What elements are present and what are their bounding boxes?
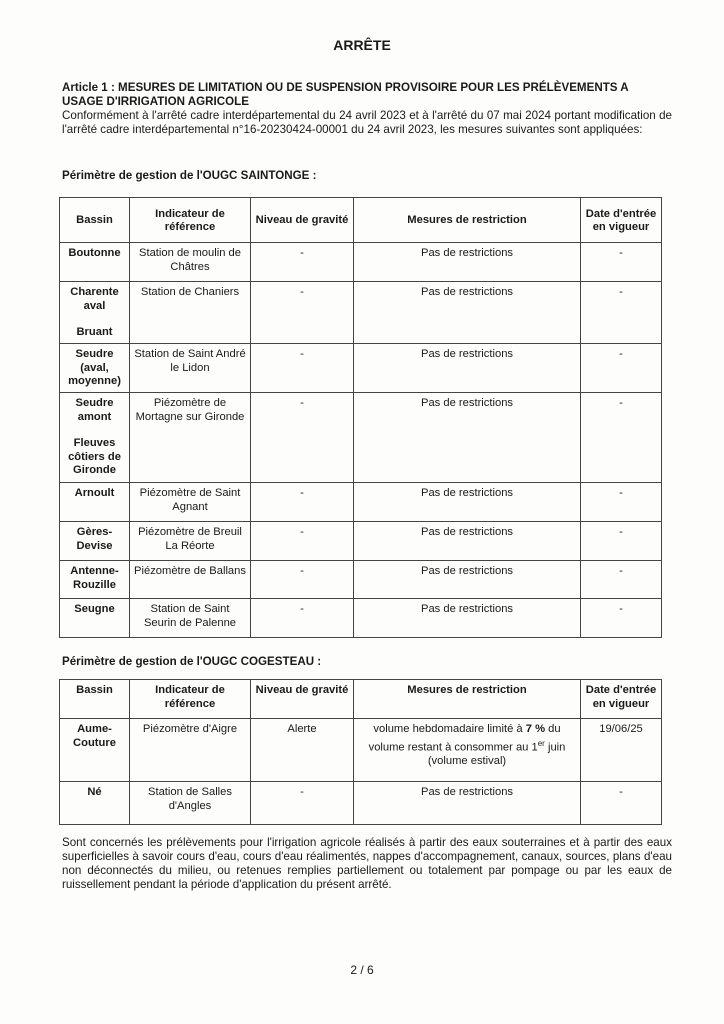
cell-date: - (581, 243, 662, 282)
cell-mesures: Pas de restrictions (354, 344, 581, 393)
cell-niveau: - (251, 522, 354, 561)
table-row (60, 599, 662, 638)
cell-niveau: - (251, 561, 354, 599)
table-row (60, 719, 662, 782)
cell-date: - (581, 561, 662, 599)
perimeter-saintonge-label: Périmètre de gestion de l'OUGC SAINTONGE : (62, 169, 317, 182)
cell-mesures: Pas de restrictions (354, 483, 581, 522)
cell-date: - (581, 282, 662, 344)
cell-niveau: - (251, 483, 354, 522)
scope-paragraph: Sont concernés les prélèvements pour l'irrigation agricole réalisés à partir des eaux souterraines et à partir des eaux superficielles à savoir cours d'eau, cours d'eau réalimentés, nappes d'accompagnement, canaux, sources, plans d'eau non déconnectés du milieu, ou retenues remplies partiellement ou totalement par pompage ou par les eaux de ruissellement pendant la période d'application du présent arrêté. (62, 836, 672, 891)
table-row (60, 282, 662, 344)
bassin-name: Antenne-Rouzille (70, 565, 119, 591)
cell-niveau: - (251, 599, 354, 638)
cell-indicateur: Piézomètre d'Aigre (130, 719, 251, 782)
cell-indicateur: Station de Chaniers (130, 282, 251, 344)
cell-indicateur: Station de Salles d'Angles (130, 782, 251, 825)
cell-mesures: Pas de restrictions (354, 599, 581, 638)
header-date: Date d'entrée en vigueur (581, 680, 662, 719)
cell-mesures: Pas de restrictions (354, 782, 581, 825)
cell-indicateur: Station de moulin de Châtres (130, 243, 251, 282)
cell-mesures: Pas de restrictions (354, 561, 581, 599)
page-number: 2 / 6 (350, 963, 374, 977)
header-bassin: Bassin (60, 198, 130, 243)
article-heading: Article 1 : MESURES DE LIMITATION OU DE SUSPENSION PROVISOIRE POUR LES PRÉLÈVEMENTS A USAGE D'IRRIGATION AGRICOLE (62, 81, 629, 108)
table-row (60, 782, 662, 825)
cell-date: - (581, 393, 662, 483)
mesures-text-middle: du volume restant à consommer au 1 (368, 723, 561, 754)
table-header-row (60, 198, 662, 243)
cell-niveau: - (251, 282, 354, 344)
cell-bassin (60, 282, 130, 344)
table-row (60, 561, 662, 599)
table-row (60, 393, 662, 483)
header-niveau: Niveau de gravité (251, 680, 354, 719)
cell-date: - (581, 483, 662, 522)
cell-bassin: Né (60, 782, 130, 825)
header-bassin: Bassin (60, 680, 130, 719)
article-body: Conformément à l'arrêté cadre interdépartemental du 24 avril 2023 et à l'arrêté du 07 mai 2024 portant modification de l'arrêté cadre interdépartemental n°16-20230424-00001 du 24 avril 2023, les mesures suivantes sont appliquées: (62, 109, 672, 136)
table-row (60, 243, 662, 282)
cell-niveau: Alerte (251, 719, 354, 782)
bassin-name-secondary: Fleuves côtiers de Gironde (68, 437, 121, 476)
cell-bassin (60, 561, 130, 599)
header-indicateur: Indicateur de référence (130, 680, 251, 719)
cell-niveau: - (251, 243, 354, 282)
bassin-name: Seudre (aval, moyenne) (68, 348, 121, 387)
mesures-percentage: 7 % (525, 723, 546, 735)
cell-bassin (60, 522, 130, 561)
table-header-row (60, 680, 662, 719)
header-indicateur: Indicateur de référence (130, 198, 251, 243)
cell-date: 19/06/25 (581, 719, 662, 782)
cell-niveau: - (251, 393, 354, 483)
cell-indicateur: Piézomètre de Saint Agnant (130, 483, 251, 522)
cell-indicateur: Piézomètre de Ballans (130, 561, 251, 599)
table-row (60, 522, 662, 561)
header-mesures: Mesures de restriction (354, 680, 581, 719)
header-date: Date d'entrée en vigueur (581, 198, 662, 243)
bassin-name: Gères-Devise (76, 526, 113, 552)
cell-date: - (581, 344, 662, 393)
bassin-name: Seudre amont (75, 397, 114, 423)
bassin-name: Arnoult (74, 487, 115, 499)
mesures-superscript: er (537, 738, 545, 748)
cell-mesures: Pas de restrictions (354, 282, 581, 344)
cell-indicateur: Station de Saint Seurin de Palenne (130, 599, 251, 638)
cell-bassin (60, 393, 130, 483)
cell-bassin (60, 483, 130, 522)
cell-date: - (581, 522, 662, 561)
cell-mesures (354, 719, 581, 782)
header-niveau: Niveau de gravité (251, 198, 354, 243)
cell-date: - (581, 599, 662, 638)
cell-indicateur: Piézomètre de Breuil La Réorte (130, 522, 251, 561)
cell-niveau: - (251, 782, 354, 825)
perimeter-cogesteau-label: Périmètre de gestion de l'OUGC COGESTEAU : (62, 655, 322, 668)
bassin-name: Boutonne (68, 247, 121, 259)
cell-bassin (60, 243, 130, 282)
bassin-name-secondary: Bruant (76, 326, 113, 338)
table-row (60, 483, 662, 522)
cell-mesures: Pas de restrictions (354, 243, 581, 282)
cell-indicateur: Station de Saint André le Lidon (130, 344, 251, 393)
bassin-name: Charente aval (70, 286, 119, 312)
cell-mesures: Pas de restrictions (354, 522, 581, 561)
table-row (60, 344, 662, 393)
cell-bassin: Aume-Couture (60, 719, 130, 782)
cell-niveau: - (251, 344, 354, 393)
cell-bassin (60, 599, 130, 638)
mesures-text-start: volume hebdomadaire limité à (373, 723, 526, 735)
page-title: ARRÊTE (333, 37, 391, 53)
cogesteau-table (59, 679, 662, 825)
mesures-text-end: juin (volume estival) (427, 741, 566, 767)
cell-indicateur: Piézomètre de Mortagne sur Gironde (130, 393, 251, 483)
cell-bassin (60, 344, 130, 393)
cell-date: - (581, 782, 662, 825)
saintonge-table (59, 197, 662, 638)
article-1 (62, 81, 672, 137)
header-mesures: Mesures de restriction (354, 198, 581, 243)
bassin-name: Seugne (74, 603, 115, 615)
cell-mesures: Pas de restrictions (354, 393, 581, 483)
